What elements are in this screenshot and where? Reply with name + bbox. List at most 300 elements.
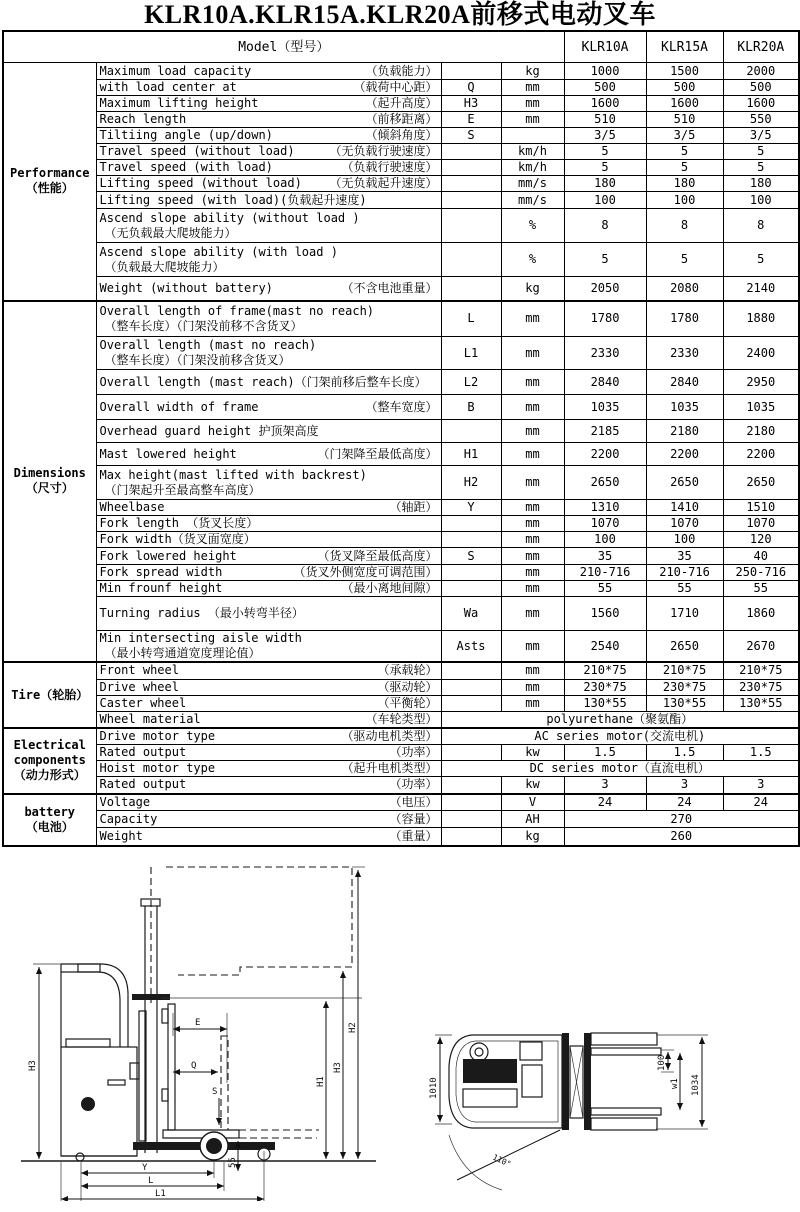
- param-name-en: Fork width（货叉面宽度）: [99, 532, 256, 546]
- param-name-cn: （负载能力）: [365, 63, 438, 78]
- section-label-cell: [3, 63, 96, 301]
- symbol-cell: [441, 565, 501, 581]
- param-name-cell: [96, 466, 441, 500]
- param-name-cell: [96, 176, 441, 192]
- value-cell: 2650: [646, 631, 723, 663]
- straddle-leg-side: [133, 1132, 275, 1160]
- param-name-cell: [96, 160, 441, 176]
- value-cell: 1510: [723, 500, 799, 516]
- section-label-line: battery: [24, 804, 76, 819]
- param-name-cell: [96, 443, 441, 466]
- param-name-en: Fork spread width: [99, 565, 223, 579]
- value-cell: 1070: [646, 516, 723, 532]
- value-cell: 180: [564, 176, 646, 192]
- value-cell: 55: [564, 581, 646, 597]
- dim-1010-label: 1010: [429, 1076, 439, 1099]
- param-name-cell: [96, 128, 441, 144]
- top-view-drawing: [400, 947, 740, 1201]
- table-row: [3, 277, 799, 301]
- side-view-dimensions: [28, 867, 365, 1201]
- value-cell: 1600: [646, 96, 723, 112]
- value-cell: 1.5: [564, 745, 646, 761]
- value-cell: 3/5: [564, 128, 646, 144]
- value-cell: 5: [723, 243, 799, 277]
- param-name-cn: （负载行驶速度）: [341, 160, 438, 174]
- symbol-cell: [441, 662, 501, 679]
- symbol-cell: [441, 63, 501, 80]
- span-value-cell: 260: [564, 828, 799, 846]
- param-name-en: Rated output: [99, 745, 187, 759]
- param-name-cell: [96, 96, 441, 112]
- param-name-en: Maximum lifting height: [99, 96, 259, 110]
- param-name-cell: [96, 337, 441, 370]
- value-cell: 2050: [564, 277, 646, 301]
- symbol-cell: Y: [441, 500, 501, 516]
- unit-cell: mm: [501, 532, 564, 548]
- value-cell: 180: [723, 176, 799, 192]
- value-cell: 2180: [723, 420, 799, 443]
- param-name-cell: [96, 565, 441, 581]
- value-cell: 100: [564, 192, 646, 209]
- value-cell: 510: [564, 112, 646, 128]
- value-cell: 130*55: [723, 695, 799, 711]
- param-name-en: Overall width of frame: [99, 399, 259, 414]
- value-cell: 2650: [723, 466, 799, 500]
- unit-cell: mm: [501, 548, 564, 565]
- symbol-cell: [441, 581, 501, 597]
- value-cell: 1.5: [646, 745, 723, 761]
- param-name-cn: （驱动轮）: [377, 679, 438, 694]
- param-name-cn: （最小转弯通道宽度理论值）: [104, 646, 261, 660]
- value-cell: 8: [564, 209, 646, 243]
- section-label-cell: [3, 728, 96, 794]
- value-cell: 510: [646, 112, 723, 128]
- table-row: [3, 192, 799, 209]
- value-cell: 230*75: [564, 679, 646, 695]
- symbol-cell: [441, 679, 501, 695]
- raised-fork-dashed-outline: [166, 867, 352, 975]
- section-label-line: Dimensions: [13, 466, 86, 481]
- value-cell: 5: [646, 144, 723, 160]
- symbol-cell: [441, 209, 501, 243]
- unit-cell: mm: [501, 516, 564, 532]
- param-name-en: Fork lowered height: [99, 548, 237, 563]
- value-cell: 1035: [646, 395, 723, 420]
- value-cell: 2650: [646, 466, 723, 500]
- value-cell: 2185: [564, 420, 646, 443]
- param-name-en: Rated output: [99, 777, 187, 792]
- param-name-en: Weight (without battery): [99, 280, 273, 295]
- dim-h3-left-label: H3: [28, 1059, 38, 1071]
- dim-h1-label: H1: [316, 1075, 326, 1087]
- value-cell: 3: [723, 777, 799, 794]
- param-name-cell: [96, 112, 441, 128]
- value-cell: 210-716: [564, 565, 646, 581]
- unit-cell: kw: [501, 777, 564, 794]
- unit-cell: km/h: [501, 160, 564, 176]
- table-row: [3, 695, 799, 711]
- value-cell: 2400: [723, 337, 799, 370]
- table-row: [3, 679, 799, 695]
- param-name-cn: （整车宽度）: [365, 399, 438, 414]
- param-name-en: Lifting speed (with load)(负载起升速度): [99, 192, 367, 207]
- table-row: [3, 662, 799, 679]
- table-row: [3, 209, 799, 243]
- fork-carriage-side: [162, 1004, 319, 1138]
- dim-h2-label: H2: [348, 1021, 358, 1033]
- symbol-cell: [441, 532, 501, 548]
- value-cell: 2840: [564, 370, 646, 395]
- value-cell: 1860: [723, 597, 799, 631]
- value-cell: 35: [564, 548, 646, 565]
- param-name-cn: （整车长度）（门架没前移不含货叉）: [104, 318, 303, 333]
- param-name-cn: （容量）: [389, 811, 438, 826]
- param-name-cell: [96, 745, 441, 761]
- table-row: [3, 112, 799, 128]
- value-cell: 210*75: [646, 662, 723, 679]
- param-name-cn: （功率）: [389, 745, 438, 759]
- symbol-cell: Q: [441, 80, 501, 96]
- value-cell: 3/5: [646, 128, 723, 144]
- table-row: [3, 711, 799, 728]
- mast-side: [132, 867, 170, 1153]
- param-name-cell: [96, 597, 441, 631]
- table-row: [3, 777, 799, 794]
- value-cell: 1000: [564, 63, 646, 80]
- page-title: KLR10A.KLR15A.KLR20A前移式电动叉车: [144, 0, 656, 29]
- param-name-cn: （整车长度）（门架没前移含货叉）: [104, 353, 291, 367]
- param-name-en: Ascend slope ability (with load ): [99, 244, 338, 259]
- param-name-en: Capacity: [99, 811, 158, 826]
- value-cell: 5: [723, 160, 799, 176]
- value-cell: 2670: [723, 631, 799, 663]
- value-cell: 1780: [646, 301, 723, 337]
- value-cell: 24: [564, 794, 646, 811]
- param-name-cn: （轴距）: [389, 500, 438, 514]
- unit-cell: mm: [501, 466, 564, 500]
- table-row: [3, 63, 799, 80]
- unit-cell: kg: [501, 828, 564, 846]
- param-name-cell: [96, 581, 441, 597]
- param-name-cn: （货叉降至最低高度）: [317, 548, 438, 563]
- model-column-klr15a: KLR15A: [646, 31, 723, 63]
- param-name-en: Mast lowered height: [99, 446, 237, 461]
- param-name-en: with load center at: [99, 80, 237, 94]
- value-cell: 2950: [723, 370, 799, 395]
- symbol-cell: [441, 794, 501, 811]
- param-name-en: Voltage: [99, 794, 151, 809]
- param-name-cell: [96, 662, 441, 679]
- param-name-cn: （无负载起升速度）: [329, 176, 438, 190]
- unit-cell: mm: [501, 443, 564, 466]
- param-name-cell: [96, 301, 441, 337]
- unit-cell: mm: [501, 662, 564, 679]
- symbol-cell: [441, 811, 501, 828]
- unit-cell: mm/s: [501, 192, 564, 209]
- value-cell: 1710: [646, 597, 723, 631]
- param-name-en: Overhead guard height 护顶架高度: [99, 423, 319, 438]
- param-name-cn: （平衡轮）: [377, 695, 438, 710]
- param-name-cell: [96, 548, 441, 565]
- unit-cell: mm: [501, 337, 564, 370]
- value-cell: 180: [646, 176, 723, 192]
- param-name-cn: （无负载行驶速度）: [329, 144, 438, 158]
- table-row: [3, 420, 799, 443]
- mast-top: [562, 1033, 591, 1130]
- symbol-cell: [441, 192, 501, 209]
- value-cell: 1500: [646, 63, 723, 80]
- param-name-cell: [96, 711, 441, 728]
- param-name-cell: [96, 828, 441, 846]
- section-label-line: components: [13, 753, 86, 768]
- symbol-cell: L: [441, 301, 501, 337]
- symbol-cell: L1: [441, 337, 501, 370]
- param-name-en: Travel speed (with load): [99, 160, 273, 174]
- value-cell: 210*75: [723, 662, 799, 679]
- dim-100-label: 100: [657, 1054, 667, 1071]
- table-row: [3, 80, 799, 96]
- table-row: [3, 581, 799, 597]
- dim-y-label: Y: [142, 1162, 148, 1173]
- param-name-en: Ascend slope ability (without load ): [99, 210, 360, 225]
- param-name-cn: （门架起升至最高整车高度）: [104, 482, 261, 497]
- table-row: [3, 301, 799, 337]
- value-cell: 8: [723, 209, 799, 243]
- param-name-cn: （车轮类型）: [365, 711, 438, 726]
- dim-l-label: L: [148, 1175, 154, 1186]
- value-cell: 3: [564, 777, 646, 794]
- technical-drawings: [0, 847, 800, 1201]
- param-name-cell: [96, 63, 441, 80]
- value-cell: 2330: [646, 337, 723, 370]
- param-name-cell: [96, 144, 441, 160]
- symbol-cell: E: [441, 112, 501, 128]
- param-name-cell: [96, 370, 441, 395]
- value-cell: 500: [564, 80, 646, 96]
- param-name-cn: （无负载最大爬坡能力）: [104, 225, 237, 240]
- section-label-line: （电池）: [25, 819, 74, 834]
- param-name-cn: （载荷中心距）: [353, 80, 438, 94]
- table-row: [3, 243, 799, 277]
- symbol-cell: [441, 277, 501, 301]
- param-name-en: Drive wheel: [99, 679, 179, 694]
- model-column-klr20a: KLR20A: [723, 31, 799, 63]
- value-cell: 1310: [564, 500, 646, 516]
- param-name-cn: （倾斜角度）: [365, 128, 438, 142]
- symbol-cell: [441, 516, 501, 532]
- param-name-en: Min intersecting aisle width: [99, 631, 302, 645]
- span-value-cell: DC series motor（直流电机）: [441, 761, 799, 777]
- value-cell: 1070: [723, 516, 799, 532]
- value-cell: 230*75: [646, 679, 723, 695]
- symbol-cell: [441, 695, 501, 711]
- param-name-en: Overall length of frame(mast no reach): [99, 303, 375, 318]
- unit-cell: [501, 128, 564, 144]
- unit-cell: AH: [501, 811, 564, 828]
- unit-cell: mm/s: [501, 176, 564, 192]
- value-cell: 55: [723, 581, 799, 597]
- table-row: [3, 745, 799, 761]
- value-cell: 100: [646, 192, 723, 209]
- symbol-cell: B: [441, 395, 501, 420]
- table-row: [3, 337, 799, 370]
- value-cell: 2200: [723, 443, 799, 466]
- param-name-en: Travel speed (without load): [99, 144, 295, 158]
- unit-cell: km/h: [501, 144, 564, 160]
- value-cell: 120: [723, 532, 799, 548]
- param-name-en: Drive motor type: [99, 729, 216, 743]
- table-row: [3, 728, 799, 745]
- span-value-cell: 270: [564, 811, 799, 828]
- value-cell: 100: [564, 532, 646, 548]
- param-name-cell: [96, 761, 441, 777]
- unit-cell: mm: [501, 96, 564, 112]
- table-row: [3, 160, 799, 176]
- truck-body-top: [449, 1035, 562, 1128]
- value-cell: 100: [646, 532, 723, 548]
- value-cell: 3/5: [723, 128, 799, 144]
- span-value-cell: polyurethane（聚氨酯）: [441, 711, 799, 728]
- section-label-cell: [3, 794, 96, 846]
- symbol-cell: [441, 144, 501, 160]
- value-cell: 250-716: [723, 565, 799, 581]
- section-label-line: Electrical: [13, 738, 86, 753]
- symbol-cell: [441, 160, 501, 176]
- symbol-cell: L2: [441, 370, 501, 395]
- param-name-cn: （前移距离）: [365, 112, 438, 126]
- symbol-cell: H1: [441, 443, 501, 466]
- section-label-line: Performance: [10, 166, 90, 181]
- dim-q-label: Q: [191, 1060, 197, 1071]
- unit-cell: mm: [501, 581, 564, 597]
- value-cell: 2180: [646, 420, 723, 443]
- value-cell: 1880: [723, 301, 799, 337]
- side-view-drawing: [6, 851, 386, 1201]
- value-cell: 2330: [564, 337, 646, 370]
- table-row: [3, 811, 799, 828]
- value-cell: 1600: [723, 96, 799, 112]
- dim-w1-label: w1: [670, 1077, 680, 1089]
- truck-body-side: [61, 964, 139, 1161]
- param-name-en: Overall length (mast reach)（门架前移后整车长度）: [99, 374, 427, 389]
- param-name-en: Overall length (mast no reach): [99, 338, 317, 352]
- symbol-cell: [441, 243, 501, 277]
- value-cell: 210*75: [564, 662, 646, 679]
- dim-55-label: 55: [228, 1156, 238, 1168]
- dim-s-label: S: [212, 1086, 218, 1097]
- dim-angle-label: 110°: [491, 1152, 513, 1169]
- unit-cell: mm: [501, 500, 564, 516]
- symbol-cell: Asts: [441, 631, 501, 663]
- value-cell: 1410: [646, 500, 723, 516]
- table-row: [3, 500, 799, 516]
- unit-cell: mm: [501, 679, 564, 695]
- param-name-en: Wheelbase: [99, 500, 165, 514]
- param-name-en: Reach length: [99, 112, 187, 126]
- value-cell: 1.5: [723, 745, 799, 761]
- param-name-en: Turning radius （最小转弯半径）: [99, 606, 304, 620]
- param-name-cell: [96, 777, 441, 794]
- param-name-cn: （驱动电机类型）: [341, 729, 438, 743]
- unit-cell: mm: [501, 370, 564, 395]
- unit-cell: mm: [501, 695, 564, 711]
- value-cell: 2200: [564, 443, 646, 466]
- section-label-cell: [3, 301, 96, 663]
- dim-h3-right-label: H3: [333, 1061, 343, 1073]
- param-name-cell: [96, 395, 441, 420]
- param-name-cell: [96, 794, 441, 811]
- section-label-line: Tire（轮胎）: [11, 687, 89, 702]
- value-cell: 5: [646, 160, 723, 176]
- section-label-cell: [3, 662, 96, 728]
- param-name-cn: （电压）: [389, 794, 438, 809]
- param-name-cell: [96, 631, 441, 663]
- forks-top: [591, 1033, 661, 1130]
- value-cell: 2540: [564, 631, 646, 663]
- value-cell: 2840: [646, 370, 723, 395]
- table-row: [3, 761, 799, 777]
- value-cell: 500: [723, 80, 799, 96]
- symbol-cell: [441, 176, 501, 192]
- dim-e-label: E: [195, 1017, 201, 1028]
- table-row: [3, 597, 799, 631]
- symbol-cell: S: [441, 128, 501, 144]
- unit-cell: mm: [501, 395, 564, 420]
- unit-cell: %: [501, 243, 564, 277]
- param-name-en: Tiltiing angle (up/down): [99, 128, 273, 142]
- value-cell: 40: [723, 548, 799, 565]
- spec-table: [2, 30, 800, 847]
- value-cell: 230*75: [723, 679, 799, 695]
- param-name-en: Fork length （货叉长度）: [99, 516, 259, 530]
- unit-cell: mm: [501, 565, 564, 581]
- value-cell: 5: [564, 160, 646, 176]
- table-row: [3, 516, 799, 532]
- param-name-en: Maximum load capacity: [99, 63, 252, 78]
- param-name-cell: [96, 811, 441, 828]
- param-name-en: Max height(mast lifted with backrest): [99, 467, 367, 482]
- unit-cell: mm: [501, 631, 564, 663]
- unit-cell: kw: [501, 745, 564, 761]
- value-cell: 2200: [646, 443, 723, 466]
- unit-cell: mm: [501, 301, 564, 337]
- param-name-en: Wheel material: [99, 711, 201, 726]
- table-row: [3, 466, 799, 500]
- section-label-line: （性能）: [25, 181, 74, 196]
- value-cell: 1600: [564, 96, 646, 112]
- unit-cell: kg: [501, 277, 564, 301]
- param-name-cell: [96, 80, 441, 96]
- value-cell: 1035: [564, 395, 646, 420]
- symbol-cell: [441, 777, 501, 794]
- unit-cell: mm: [501, 112, 564, 128]
- value-cell: 1560: [564, 597, 646, 631]
- unit-cell: %: [501, 209, 564, 243]
- unit-cell: mm: [501, 597, 564, 631]
- value-cell: 35: [646, 548, 723, 565]
- symbol-cell: H3: [441, 96, 501, 112]
- value-cell: 210-716: [646, 565, 723, 581]
- param-name-cn: （起升高度）: [365, 96, 438, 110]
- spec-table-body: [3, 31, 799, 846]
- param-name-en: Weight: [99, 828, 143, 843]
- value-cell: 1070: [564, 516, 646, 532]
- param-name-en: Caster wheel: [99, 695, 187, 710]
- table-row: [3, 128, 799, 144]
- value-cell: 24: [723, 794, 799, 811]
- value-cell: 3: [646, 777, 723, 794]
- param-name-cell: [96, 500, 441, 516]
